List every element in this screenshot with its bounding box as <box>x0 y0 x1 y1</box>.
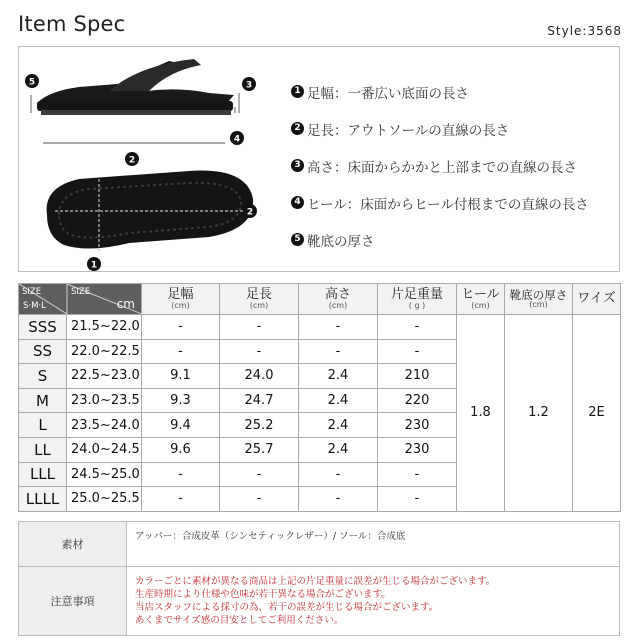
column-header-weight: 片足重量 ( g ) <box>378 284 457 315</box>
size-range: 22.0~22.5 <box>67 339 142 364</box>
number-badge-3: 3 <box>291 159 304 172</box>
page-title: Item Spec <box>18 12 126 36</box>
column-header-width: 足幅 (cm) <box>142 284 220 315</box>
size-range: 21.5~22.0 <box>67 315 142 340</box>
length-value: 25.7 <box>220 437 299 462</box>
weight-value: 230 <box>378 437 457 462</box>
caution-line-2: 生産時期により仕様や色味が若干異なる場合がございます。 <box>135 589 391 600</box>
corner-sml-label: S·M·L <box>23 301 46 311</box>
weight-value: - <box>378 487 457 512</box>
column-header-heel: ヒール (cm) <box>457 284 505 315</box>
sandal-illustration <box>19 47 289 273</box>
svg-text:5: 5 <box>28 77 36 88</box>
length-value: 25.2 <box>220 413 299 438</box>
width-value: - <box>142 339 220 364</box>
corner-cm-label: cm <box>116 297 135 312</box>
definition-3 <box>291 147 589 184</box>
length-value: 24.0 <box>220 364 299 389</box>
size-range: 24.0~24.5 <box>67 437 142 462</box>
marker-2-side <box>125 152 139 166</box>
length-value: - <box>220 487 299 512</box>
definition-text-3: 高さ：床面からかかと上部までの直線の長さ <box>307 159 577 176</box>
number-badge-2: 2 <box>291 122 304 135</box>
column-header-length: 足長 (cm) <box>220 284 299 315</box>
marker-5 <box>25 74 39 88</box>
width-value: 9.6 <box>142 437 220 462</box>
definition-4 <box>291 184 589 221</box>
weight-value: - <box>378 339 457 364</box>
weight-value: 230 <box>378 413 457 438</box>
size-label: SSS <box>19 315 67 340</box>
length-value: - <box>220 315 299 340</box>
heel-value: 1.8 <box>457 315 505 512</box>
size-range: 25.0~25.5 <box>67 487 142 512</box>
width-value: 9.4 <box>142 413 220 438</box>
measurement-panel <box>18 46 620 272</box>
style-code: Style:3568 <box>547 24 622 38</box>
wise-value: 2E <box>573 315 621 512</box>
width-value: 9.3 <box>142 388 220 413</box>
size-range: 22.5~23.0 <box>67 364 142 389</box>
notes-table <box>18 521 620 636</box>
size-label: LLL <box>19 462 67 487</box>
size-range: 23.5~24.0 <box>67 413 142 438</box>
height-value: - <box>299 315 378 340</box>
number-badge-1: 1 <box>291 85 304 98</box>
marker-2-sole <box>243 204 257 218</box>
marker-4 <box>230 131 244 145</box>
material-text: アッパー：合成皮革（シンセティックレザー）/ ソール：合成底 <box>127 522 620 567</box>
height-value: 2.4 <box>299 413 378 438</box>
weight-value: 220 <box>378 388 457 413</box>
height-value: 2.4 <box>299 437 378 462</box>
corner-size-label-1: SIZE <box>22 287 42 297</box>
caution-label: 注意事項 <box>19 567 127 636</box>
length-value: 24.7 <box>220 388 299 413</box>
definition-text-2: 足長：アウトソールの直線の長さ <box>307 122 510 139</box>
caution-row <box>19 567 620 636</box>
width-value: - <box>142 315 220 340</box>
table-header-row <box>19 284 621 315</box>
number-badge-4: 4 <box>291 196 304 209</box>
size-label: L <box>19 413 67 438</box>
width-value: - <box>142 462 220 487</box>
svg-text:3: 3 <box>245 80 253 91</box>
material-row <box>19 522 620 567</box>
svg-text:4: 4 <box>233 134 241 145</box>
caution-line-4: あくまでサイズ感の目安としてご利用ください。 <box>135 615 344 626</box>
svg-text:2: 2 <box>128 155 136 166</box>
weight-value: - <box>378 462 457 487</box>
height-value: - <box>299 339 378 364</box>
definition-text-4: ヒール：床面からヒール付根までの直線の長さ <box>307 196 589 213</box>
length-value: - <box>220 339 299 364</box>
sandal-side-view <box>37 59 234 115</box>
corner-size-label-2: SIZE <box>71 287 91 297</box>
table-corner-header <box>19 284 142 315</box>
caution-line-3: 当店スタッフによる採寸の為、若干の誤差が生じる場合がございます。 <box>135 602 439 613</box>
size-spec-table <box>18 283 621 512</box>
height-value: 2.4 <box>299 364 378 389</box>
marker-1 <box>87 257 101 271</box>
height-value: 2.4 <box>299 388 378 413</box>
height-value: - <box>299 462 378 487</box>
size-label: LL <box>19 437 67 462</box>
table-row <box>19 315 621 340</box>
definition-list <box>291 73 589 258</box>
column-header-height: 高さ (cm) <box>299 284 378 315</box>
column-header-sole-thickness: 靴底の厚さ (cm) <box>505 284 573 315</box>
definition-5 <box>291 221 589 258</box>
weight-value: 210 <box>378 364 457 389</box>
weight-value: - <box>378 315 457 340</box>
svg-text:1: 1 <box>90 260 98 271</box>
caution-text <box>127 567 620 636</box>
size-label: SS <box>19 339 67 364</box>
marker-3 <box>242 77 256 91</box>
definition-text-5: 靴底の厚さ <box>307 233 375 250</box>
width-value: - <box>142 487 220 512</box>
definition-text-1: 足幅：一番広い底面の長さ <box>307 85 469 102</box>
caution-line-1: カラーごとに素材が異なる商品は上記の片足重量に誤差が生じる場合がございます。 <box>135 576 496 587</box>
size-label: M <box>19 388 67 413</box>
height-value: - <box>299 487 378 512</box>
size-range: 23.0~23.5 <box>67 388 142 413</box>
definition-1 <box>291 73 589 110</box>
svg-text:2: 2 <box>246 207 254 218</box>
length-value: - <box>220 462 299 487</box>
material-label: 素材 <box>19 522 127 567</box>
sole-bottom-view <box>47 171 253 249</box>
column-header-wise: ワイズ <box>573 284 621 315</box>
size-range: 24.5~25.0 <box>67 462 142 487</box>
width-value: 9.1 <box>142 364 220 389</box>
size-label: S <box>19 364 67 389</box>
definition-2 <box>291 110 589 147</box>
size-label: LLLL <box>19 487 67 512</box>
sole-thickness-value: 1.2 <box>505 315 573 512</box>
number-badge-5: 5 <box>291 233 304 246</box>
